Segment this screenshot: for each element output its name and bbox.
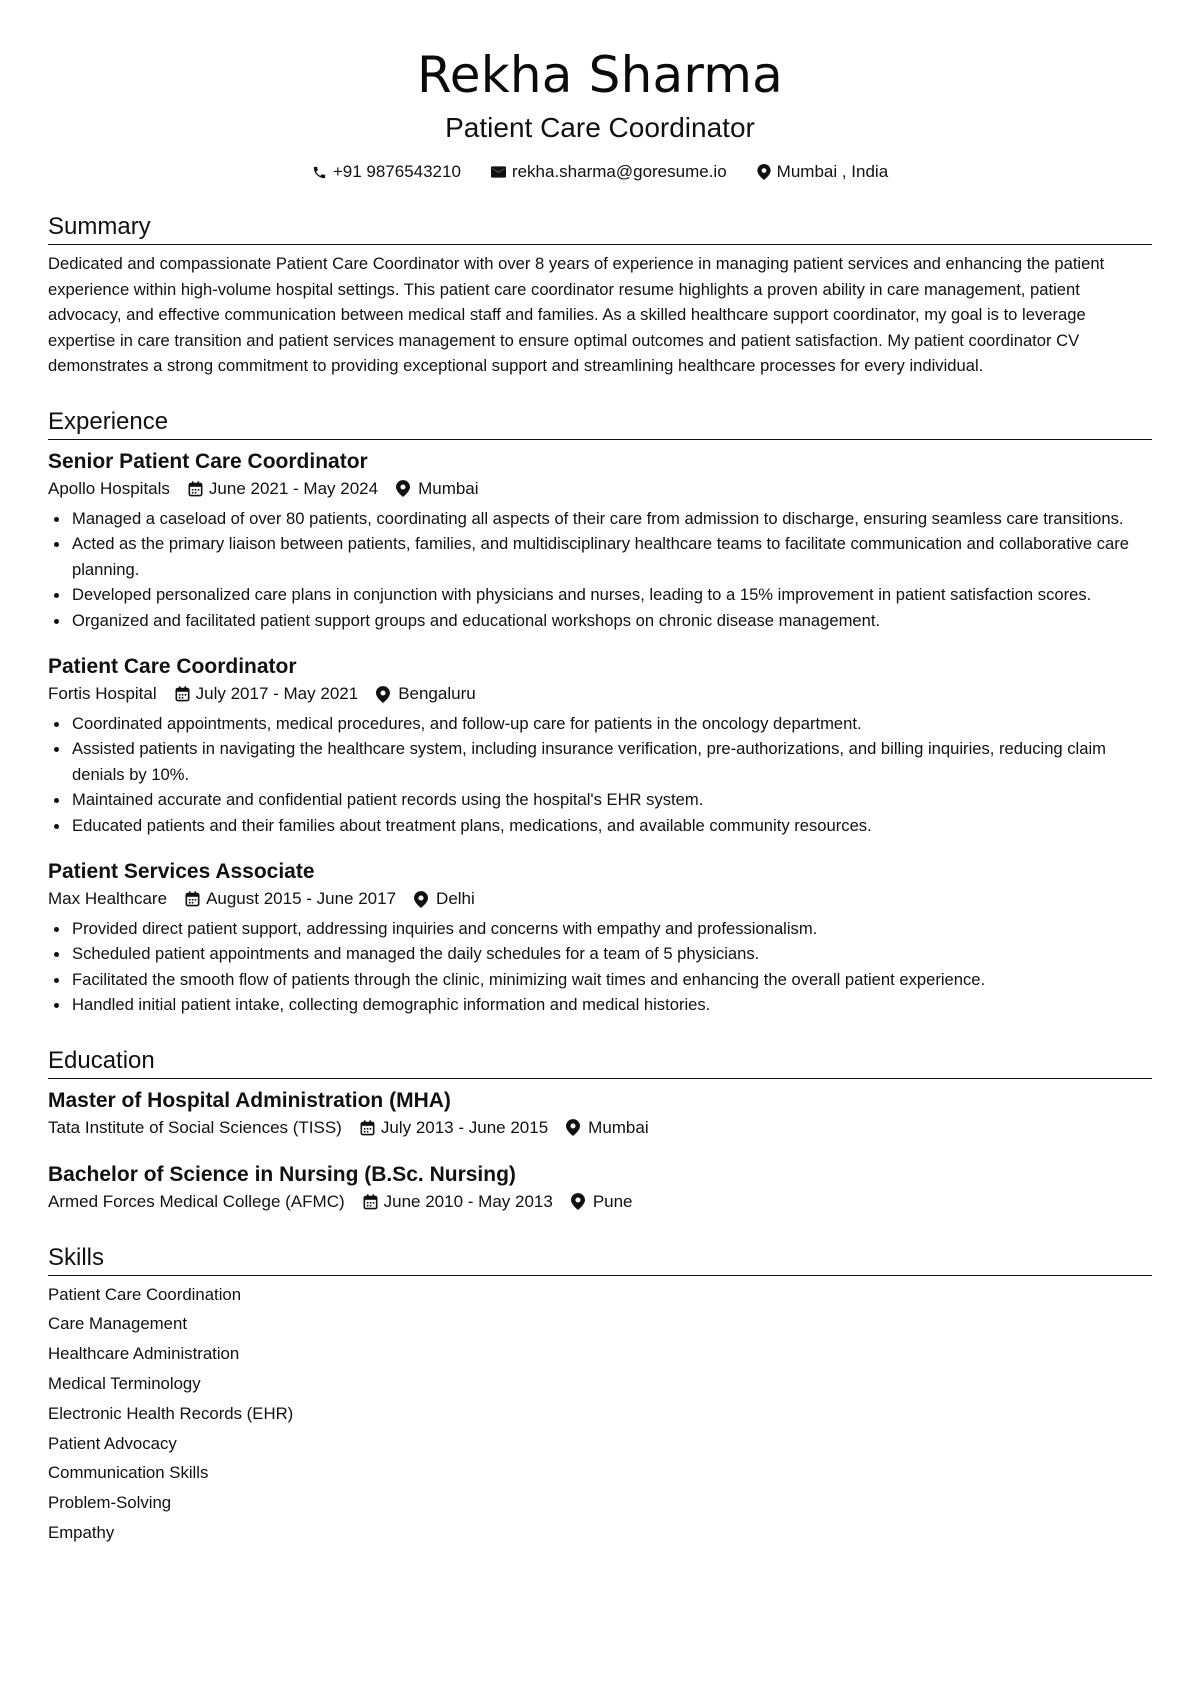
school-name: Tata Institute of Social Sciences (TISS) [48,1117,342,1137]
education-dates-text: June 2010 - May 2013 [383,1191,553,1211]
education-entry [48,1087,1152,1141]
job-title: Patient Care Coordinator [48,655,297,678]
candidate-role: Patient Care Coordinator [445,112,755,143]
calendar-icon [185,891,200,907]
contact-phone [312,160,461,184]
skill-item: Electronic Health Records (EHR) [48,1403,294,1423]
experience-section [48,407,1152,1018]
map-pin-icon [414,891,428,908]
skills-heading: Skills [48,1243,1152,1276]
job-dates-text: June 2021 - May 2024 [208,478,379,498]
list-item: Coordinated appointments, medical procedures, and follow-up care for patients in the oncology department. [48,711,1152,736]
phone-icon [312,165,327,180]
education-heading: Education [48,1046,1152,1079]
job-bullets [48,711,1152,838]
education-location [566,1115,648,1141]
skill-item: Medical Terminology [48,1374,201,1394]
skills-section [48,1243,1152,1548]
summary-section [48,212,1152,379]
list-item: Maintained accurate and confidential patient records using the hospital's EHR system. [48,787,1152,812]
email-text[interactable]: rekha.sharma@goresume.io [511,162,727,181]
contact-email [491,160,727,184]
skill-item: Patient Advocacy [48,1433,177,1453]
job-dates-text: August 2015 - June 2017 [206,889,397,909]
job-dates-text: July 2017 - May 2021 [195,684,359,703]
candidate-name: Rekha Sharma [417,46,783,104]
job-bullets [48,916,1152,1018]
map-pin-icon [566,1119,580,1136]
job-location [376,681,476,707]
education-dates-text: July 2013 - June 2015 [380,1117,549,1137]
map-pin-icon [396,480,410,497]
envelope-icon [491,166,506,178]
list-item: Assisted patients in navigating the healthcare system, including insurance verification, pre-authorizations, and billing inquiries, reducing claim denials by 10%. [48,736,1152,787]
list-item: Managed a caseload of over 80 patients, coordinating all aspects of their care from admission to discharge, ensuring seamless care transitions. [48,506,1152,531]
skills-list [48,1280,1152,1548]
skill-item: Communication Skills [48,1463,209,1483]
job-bullets [48,506,1152,633]
job-meta [48,886,1152,912]
list-item: Provided direct patient support, addressing inquiries and concerns with empathy and professionalism. [48,916,1152,941]
skill-item: Healthcare Administration [48,1344,240,1364]
list-item: Acted as the primary liaison between patients, families, and multidisciplinary healthcare teams to facilitate communication and collaborative care planning. [48,531,1152,582]
summary-heading: Summary [48,212,1152,245]
contact-bar [48,160,1152,184]
school-name: Armed Forces Medical College (AFMC) [48,1191,345,1211]
education-dates [360,1115,548,1141]
job-location-text: Bengaluru [398,684,476,703]
job-organization: Apollo Hospitals [48,478,170,498]
job-dates [185,886,396,912]
experience-heading: Experience [48,407,1152,440]
job-location [414,886,475,912]
job-meta [48,681,1152,707]
contact-location [757,160,889,184]
education-meta [48,1189,1152,1215]
job-location-text: Mumbai [418,478,479,498]
job-entry [48,448,1152,633]
job-dates [188,476,378,502]
skill-item: Empathy [48,1523,115,1543]
calendar-icon [175,686,190,702]
education-dates [363,1189,553,1215]
skill-item: Care Management [48,1314,187,1334]
list-item: Scheduled patient appointments and managed the daily schedules for a team of 5 physicians. [48,941,1152,966]
education-meta [48,1115,1152,1141]
skill-item: Problem-Solving [48,1493,172,1513]
calendar-icon [363,1194,378,1210]
education-section [48,1046,1152,1215]
education-location-text: Mumbai [588,1117,649,1137]
map-pin-icon [571,1193,585,1210]
degree-title: Master of Hospital Administration (MHA) [48,1088,451,1112]
location-text: Mumbai , India [776,162,889,181]
job-title: Patient Services Associate [48,860,315,884]
phone-text[interactable]: +91 9876543210 [332,162,461,181]
calendar-icon [188,481,203,497]
education-entry [48,1161,1152,1215]
calendar-icon [360,1120,375,1136]
education-location [571,1189,633,1215]
resume-header [48,44,1152,184]
list-item: Handled initial patient intake, collecting demographic information and medical histories. [48,992,1152,1017]
job-dates [175,681,359,707]
list-item: Developed personalized care plans in conjunction with physicians and nurses, leading to a 15% improvement in patient satisfaction scores. [48,582,1152,607]
summary-text: Dedicated and compassionate Patient Care Coordinator with over 8 years of experience in managing patient services and enhancing the patient experience within high-volume hospital settings. This patient care coordinator resume highlights a proven ability in care management, patient advocacy, and effective communication between medical staff and families. As a skilled healthcare support coordinator, my goal is to leverage expertise in care transition and patient services management to ensure optimal outcomes and patient satisfaction. My patient coordinator CV demonstrates a strong commitment to providing exceptional support and streamlining healthcare processes for every individual. [48,254,1105,376]
list-item: Facilitated the smooth flow of patients through the clinic, minimizing wait times and enhancing the overall patient experience. [48,967,1152,992]
degree-title: Bachelor of Science in Nursing (B.Sc. Nursing) [48,1162,516,1186]
job-title: Senior Patient Care Coordinator [48,449,368,473]
job-organization: Fortis Hospital [48,684,157,703]
map-pin-icon [376,686,390,703]
list-item: Educated patients and their families about treatment plans, medications, and available community resources. [48,813,1152,838]
education-location-text: Pune [592,1191,633,1211]
job-location-text: Delhi [436,889,475,909]
job-location [396,476,478,502]
job-entry [48,858,1152,1018]
job-organization: Max Healthcare [48,889,168,909]
map-pin-icon [757,164,771,180]
job-meta [48,476,1152,502]
list-item: Organized and facilitated patient support groups and educational workshops on chronic disease management. [48,608,1152,633]
job-entry [48,653,1152,838]
skill-item: Patient Care Coordination [48,1284,242,1304]
